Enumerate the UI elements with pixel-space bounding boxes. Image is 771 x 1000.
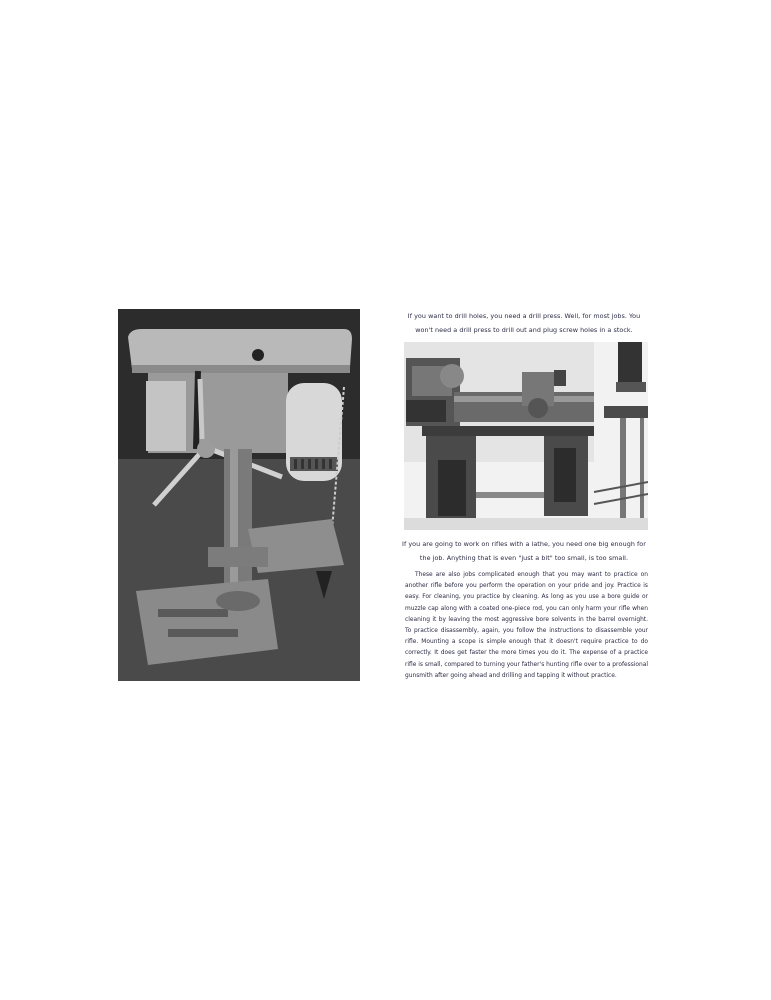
drill-press-photo (118, 309, 360, 681)
lathe-caption: If you are going to work on rifles with a lathe, you need one big enough for the job. Anything that is even "just a bit" too small, is too small. (402, 540, 646, 562)
drill-press-illustration (118, 309, 360, 681)
lathe-photo (404, 342, 648, 530)
drill-press-caption: If you want to drill holes, you need a drill press. Well, for most jobs. You won't need a drill press to drill out and plug screw holes in a stock. (407, 312, 641, 334)
lathe-illustration (404, 342, 648, 530)
body-paragraph: These are also jobs complicated enough that you may want to practice on another rifle before you perform the operation on your pride and joy. Practice is easy. For cleaning, you practice by cleaning. As long as you use a bore guide or muzzle cap along with a coated one-piece rod, you can only harm your rifle when cleaning it by leaving the most aggressive bore solvents in the barrel overnight. To practice disassembly, again, you follow the instructions to disassemble your rifle. Mounting a scope is simple enough that it doesn't require practice to do correctly. It does get faster the more times you do it. The expense of a practice rifle is small, compared to turning your father's hunting rifle over to a professional gunsmith after going ahead and drilling and tapping it without practice. (405, 572, 648, 679)
